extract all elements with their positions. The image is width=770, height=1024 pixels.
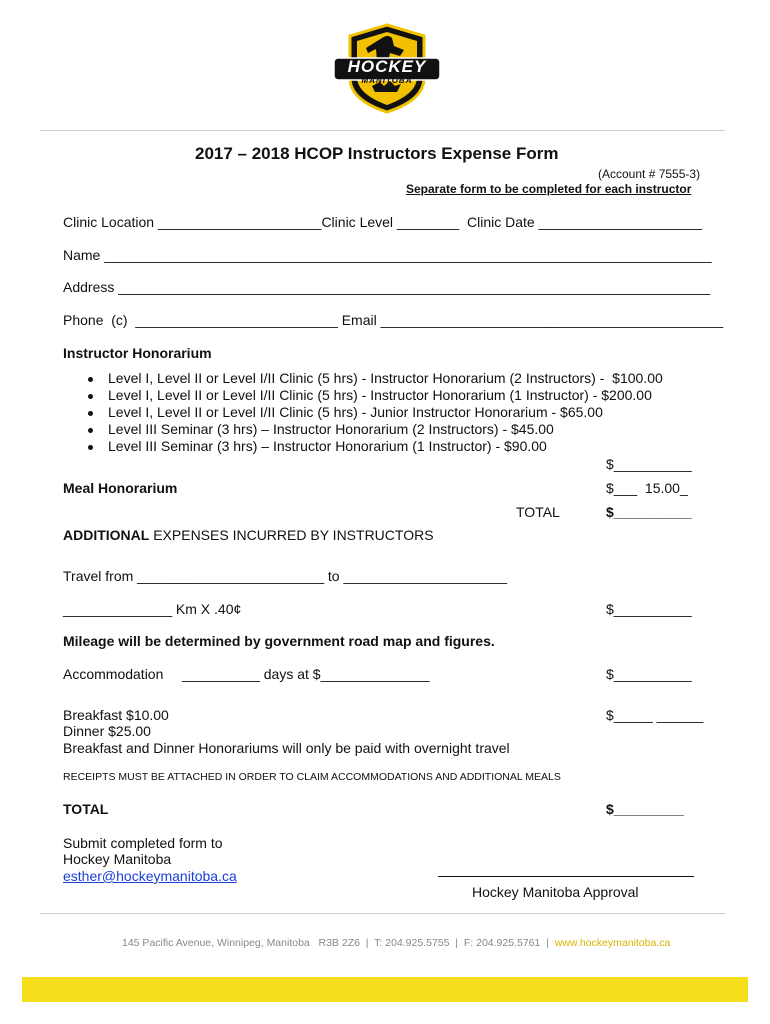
accommodation-amount[interactable]: $__________: [606, 666, 692, 682]
additional-rest: EXPENSES INCURRED BY INSTRUCTORS: [149, 527, 434, 543]
bullet-icon: [88, 377, 93, 382]
subtotal-amount[interactable]: $__________: [606, 504, 692, 520]
separate-form-note: Separate form to be completed for each instructor: [406, 182, 692, 196]
approval-signature-line[interactable]: [438, 876, 694, 877]
bullet-icon: [88, 445, 93, 450]
honorarium-option: Level I, Level II or Level I/II Clinic (5 hrs) - Instructor Honorarium (1 Instructor) - $200.00: [108, 387, 652, 403]
accommodation-label: Accommodation: [63, 666, 164, 682]
km-amount[interactable]: $__________: [606, 601, 692, 617]
instructor-honorarium-heading: Instructor Honorarium: [63, 345, 212, 361]
logo-text-manitoba: MANITOBA: [361, 76, 413, 85]
subtotal-label: TOTAL: [516, 504, 560, 520]
meals-note: Breakfast and Dinner Honorariums will only be paid with overnight travel: [63, 740, 510, 756]
additional-expenses-heading: [63, 527, 434, 543]
form-title: 2017 – 2018 HCOP Instructors Expense Form: [195, 144, 559, 163]
footer-contact: [122, 937, 670, 949]
logo-text-hockey: HOCKEY: [347, 57, 427, 76]
submit-instructions: Submit completed form to: [63, 835, 223, 851]
account-number: (Account # 7555-3): [598, 167, 701, 181]
meals-amount[interactable]: $_____ ______: [606, 707, 704, 723]
mileage-note: Mileage will be determined by government road map and figures.: [63, 633, 495, 649]
receipts-note: RECEIPTS MUST BE ATTACHED IN ORDER TO CLAIM ACCOMMODATIONS AND ADDITIONAL MEALS: [63, 771, 561, 783]
dinner-rate: Dinner $25.00: [63, 723, 151, 739]
travel-field[interactable]: Travel from ________________________ to _____________________: [63, 568, 507, 584]
honorarium-option: Level I, Level II or Level I/II Clinic (5 hrs) - Instructor Honorarium (2 Instructors) - $100.00: [108, 370, 663, 386]
accommodation-field[interactable]: __________ days at $______________: [182, 666, 430, 682]
address-field[interactable]: Address ____________________________________________________________________________: [63, 279, 710, 295]
additional-word: ADDITIONAL: [63, 527, 150, 543]
meal-honorarium-label: Meal Honorarium: [63, 480, 178, 496]
footer-website-link[interactable]: www.hockeymanitoba.ca: [554, 937, 671, 949]
footer-address: 145 Pacific Avenue, Winnipeg, Manitoba R3B 2Z6 | T: 204.925.5755 | F: 204.925.5761 |: [122, 937, 555, 949]
footer-divider: [40, 913, 725, 914]
breakfast-rate: Breakfast $10.00: [63, 707, 169, 723]
honorarium-option: Level III Seminar (3 hrs) – Instructor Honorarium (1 Instructor) - $90.00: [108, 438, 547, 454]
bullet-icon: [88, 411, 93, 416]
footer-accent-bar: [22, 977, 748, 1002]
meal-honorarium-amount[interactable]: $___ 15.00_: [606, 480, 688, 496]
km-field[interactable]: ______________ Km X .40¢: [63, 601, 242, 617]
honorarium-amount-field[interactable]: $__________: [606, 456, 692, 472]
submit-email-link[interactable]: esther@hockeymanitoba.ca: [63, 868, 237, 884]
bullet-icon: [88, 394, 93, 399]
approval-label: Hockey Manitoba Approval: [472, 884, 639, 900]
bullet-icon: [88, 428, 93, 433]
clinic-info-fields[interactable]: Clinic Location _____________________Clinic Level ________ Clinic Date _____________________: [63, 214, 703, 230]
total-amount[interactable]: $_________: [606, 801, 684, 817]
honorarium-option: Level III Seminar (3 hrs) – Instructor Honorarium (2 Instructors) - $45.00: [108, 421, 554, 437]
header-divider: [40, 130, 725, 131]
name-field[interactable]: Name ______________________________________________________________________________: [63, 247, 712, 263]
phone-email-fields[interactable]: Phone (c) __________________________ Email ____________________________________________: [63, 312, 724, 328]
submit-organization: Hockey Manitoba: [63, 851, 172, 867]
total-label: TOTAL: [63, 801, 109, 817]
honorarium-option: Level I, Level II or Level I/II Clinic (5 hrs) - Junior Instructor Honorarium - $65.00: [108, 404, 603, 420]
